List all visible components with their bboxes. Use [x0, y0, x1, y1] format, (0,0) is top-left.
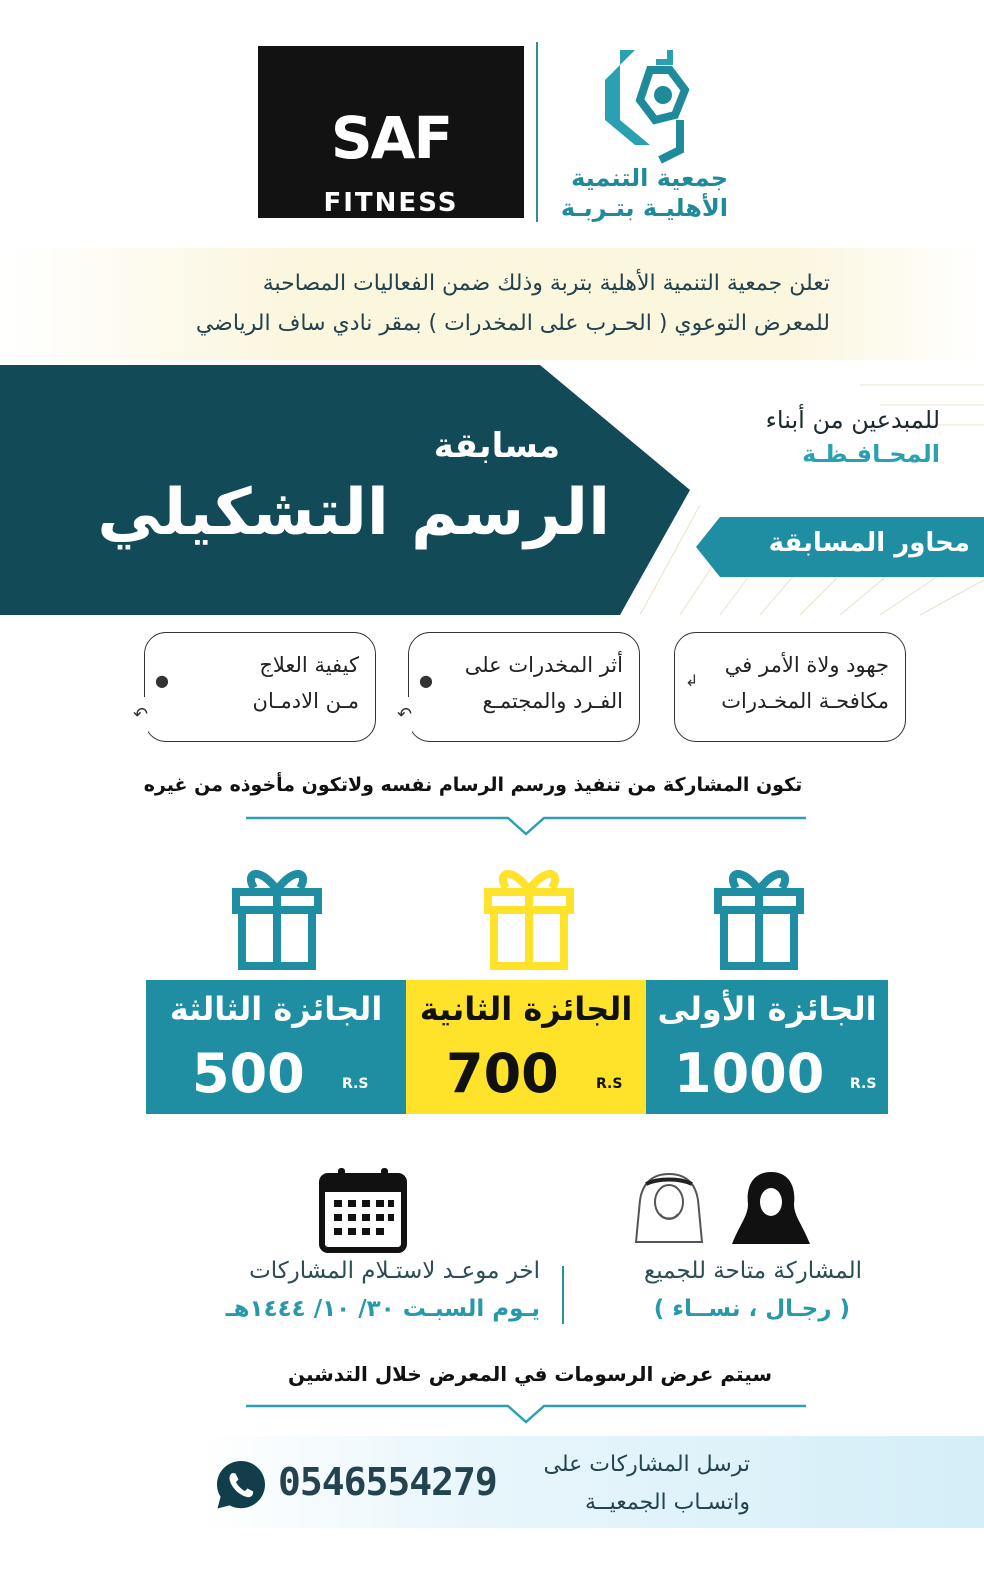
- intro-line1: تعلن جمعية التنمية الأهلية بتربة وذلك ضمن الفعاليات المصاحبة: [262, 271, 830, 296]
- send-line1: ترسل المشاركات على: [543, 1452, 750, 1477]
- rule-text: تكون المشاركة من تنفيذ ورسم الرسام نفسه ولاتكون مأخوذه من غيره: [143, 774, 803, 796]
- prize-third-amount: 500: [192, 1042, 305, 1105]
- divider-chevron: [246, 1400, 806, 1426]
- topic-2-line1: أثر المخدرات على: [464, 653, 623, 677]
- participation-label: المشاركة متاحة للجميع: [644, 1258, 862, 1284]
- topic-2-line2: الفـرد والمجتمـع: [482, 689, 623, 713]
- prize-second-currency: R.S: [596, 1076, 623, 1092]
- topic-3-line1: كيفية العلاج: [259, 653, 359, 677]
- header-divider: [536, 42, 538, 222]
- prize-first-amount: 1000: [674, 1042, 825, 1105]
- intro-line2: للمعرض التوعوي ( الحـرب على المخدرات ) بمقر نادي ساف الرياضي: [195, 311, 830, 336]
- participation-groups: ( رجـال ، نســاء ): [653, 1296, 850, 1322]
- contest-prefix: مسابقة: [433, 426, 560, 466]
- organizer-name: [548, 163, 728, 223]
- gift-icon: [230, 858, 324, 970]
- prize-third-title: الجائزة الثالثة: [169, 990, 383, 1028]
- gift-icon: [482, 858, 576, 970]
- info-divider: [562, 1266, 564, 1324]
- topic-box-1: [674, 632, 906, 742]
- divider-chevron: [246, 812, 806, 838]
- gift-icon: [712, 858, 806, 970]
- sponsor-logo: [258, 46, 524, 218]
- sponsor-logo-subtext: FITNESS: [323, 188, 459, 218]
- dot-icon: ●: [419, 671, 433, 690]
- prize-first-currency: R.S: [850, 1076, 877, 1092]
- topic-box-2: [397, 632, 640, 742]
- arrow-icon: ↶: [397, 697, 412, 733]
- audience-line2: المحـافـظـة: [802, 440, 940, 468]
- audience-line1: للمبدعين من أبناء: [765, 406, 940, 434]
- organizer-name-line2: الأهليـة بتـربـة: [560, 194, 728, 222]
- deadline-date: يـوم السبـت ٣٠/ ١٠/ ١٤٤٤هـ: [225, 1296, 540, 1322]
- arrow-icon: ↲: [685, 671, 699, 690]
- topic-1-line1: جهود ولاة الأمر في: [724, 653, 889, 677]
- calendar-icon: [318, 1166, 408, 1254]
- sponsor-logo-mark: SAF: [330, 104, 452, 172]
- display-note: سيتم عرض الرسومات في المعرض خلال التدشين: [287, 1362, 773, 1386]
- whatsapp-icon[interactable]: [214, 1458, 268, 1512]
- man-icon: [628, 1170, 710, 1246]
- dot-icon: ●: [155, 671, 169, 690]
- intro-text: [110, 264, 830, 344]
- phone-number[interactable]: 0546554279: [278, 1460, 497, 1504]
- topic-1-line2: مكافحـة المخـدرات: [721, 689, 889, 713]
- prize-first-title: الجائزة الأولى: [657, 990, 877, 1028]
- topic-3-line2: مـن الادمـان: [252, 689, 359, 713]
- prize-second-amount: 700: [446, 1042, 559, 1105]
- send-line2: واتسـاب الجمعيــة: [584, 1490, 750, 1515]
- topic-box-3: [133, 632, 376, 742]
- prize-first: [646, 980, 888, 1114]
- organizer-name-line1: جمعية التنمية: [571, 164, 728, 192]
- contest-title: الرسم التشكيلي: [97, 476, 610, 550]
- prize-second-title: الجائزة الثانية: [419, 990, 633, 1028]
- woman-icon: [728, 1170, 814, 1246]
- axes-label: محاور المسابقة: [768, 528, 970, 558]
- prize-third: [146, 980, 406, 1114]
- arrow-icon: ↶: [133, 697, 148, 733]
- deadline-label: اخر موعـد لاستـلام المشاركات: [249, 1258, 540, 1284]
- prize-second: [406, 980, 646, 1114]
- prize-third-currency: R.S: [342, 1076, 369, 1092]
